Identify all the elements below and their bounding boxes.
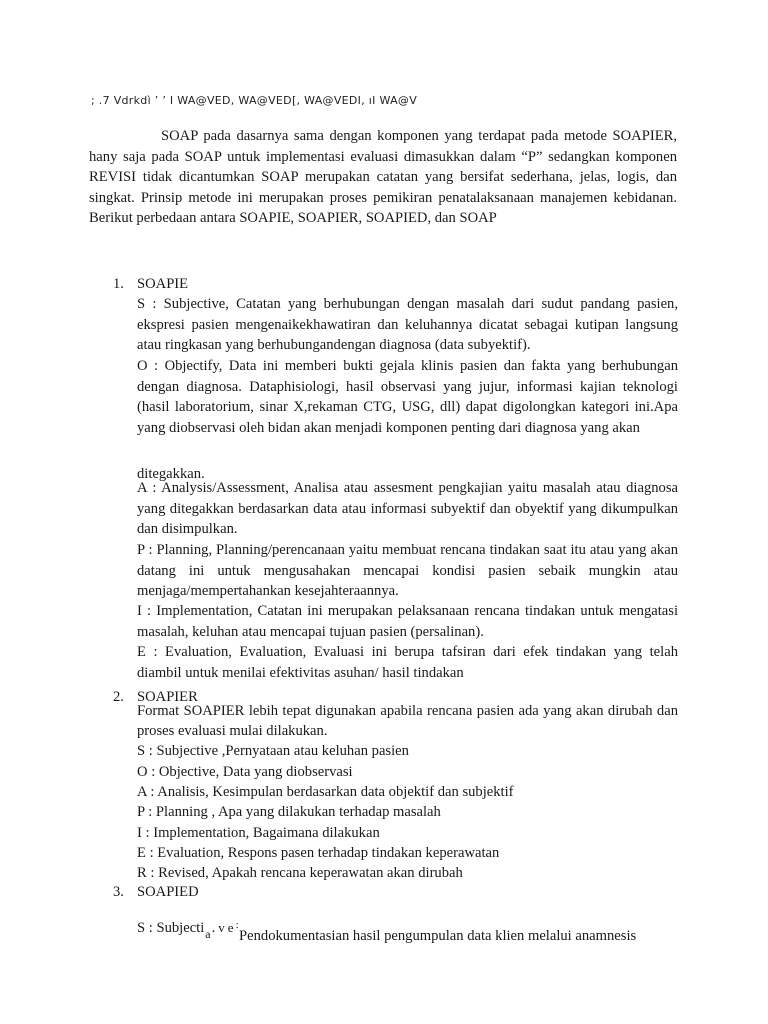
soapie-objective-tail: ditegakkan. bbox=[137, 466, 205, 482]
soapied-subscript-a: a bbox=[205, 927, 211, 941]
soapier-item-a: A : Analisis, Kesimpulan berdasarkan data objektif dan subjektif bbox=[137, 784, 514, 800]
soapie-planning: P : Planning, Planning/perencanaan yaitu membuat rencana tindakan saat itu atau yang akan datang ini untuk mengusahakan mencapai kondisi pasien sebaik mungkin atau menjaga/mempertahankan kesejahteraannya. bbox=[137, 542, 678, 600]
soapier-item-e: E : Evaluation, Respons pasen terhadap tindakan keperawatan bbox=[137, 845, 500, 861]
soapier-item-s: S : Subjective ,Pernyataan atau keluhan pasien bbox=[137, 743, 409, 759]
soapie-subjective: S : Subjective, Catatan yang berhubungan dengan masalah dari sudut pandang pasien, ekspresi pasien mengenaikekhawatiran dan keluhannya dicatat sebagai kutipan langsung atau ringkasan yang berhubungandengan diagnosa (data subyektif). bbox=[137, 296, 678, 354]
soapier-item-r: R : Revised, Apakah rencana keperawatan akan dirubah bbox=[137, 865, 463, 881]
section-3-title: SOAPIED bbox=[137, 884, 199, 900]
soapier-intro: Format SOAPIER lebih tepat digunakan apabila rencana pasien ada yang akan dirubah dan proses evaluasi mulai dilakukan. bbox=[137, 703, 678, 739]
soapied-subjective-start: S : Subjecti bbox=[137, 920, 205, 936]
section-2-number: 2. bbox=[113, 689, 124, 705]
soapied-colon: : bbox=[235, 919, 239, 931]
soapie-objective: O : Objectify, Data ini memberi bukti gejala klinis pasien dan fakta yang berhubungan dengan diagnosa. Dataphisiologi, hasil observasi yang jujur, informasi kajian teknologi (hasil laboratorium, sinar X,rekaman CTG, USG, dll) dapat digolongkan kategori ini.Apa yang diobservasi oleh bidan akan menjadi komponen penting dari diagnosa yang akan bbox=[137, 358, 678, 436]
section-1-number: 1. bbox=[113, 276, 124, 292]
section-2-title: SOAPIER bbox=[137, 689, 198, 705]
soapied-letter-e: e bbox=[227, 920, 234, 935]
soapier-item-p: P : Planning , Apa yang dilakukan terhadap masalah bbox=[137, 804, 441, 820]
section-1-title: SOAPIE bbox=[137, 276, 189, 292]
soapied-subjective-line bbox=[137, 919, 637, 944]
soapie-evaluation: E : Evaluation, Evaluation, Evaluasi ini berupa tafsiran dari efek tindakan yang telah diambil untuk menilai efektivitas asuhan/ hasil tindakan bbox=[137, 644, 678, 681]
soapie-assessment: A : Analysis/Assessment, Analisa atau assesment pengkajian yaitu masalah atau diagnosa yang ditegakkan berdasarkan data atau informasi subyektif dan obyektif yang dikumpulkan dan disimpulkan. bbox=[137, 480, 678, 538]
soapie-implementation: I : Implementation, Catatan ini merupakan pelaksanaan rencana tindakan untuk mengatasi masalah, keluhan atau mencapai tujuan pasien (persalinan). bbox=[137, 603, 678, 640]
soapier-item-o: O : Objective, Data yang diobservasi bbox=[137, 764, 353, 780]
intro-paragraph: SOAP pada dasarnya sama dengan komponen yang terdapat pada metode SOAPIER, hany saja pada SOAP untuk implementasi evaluasi dimasukkan dalam “P” sedangkan komponen REVISI tidak dicantumkan SOAP merupakan catatan yang bersifat sederhana, jelas, logis, dan singkat. Prinsip metode ini merupakan proses pemikiran penatalaksanaan manajemen kebidanan. Berikut perbedaan antara SOAPIE, SOAPIER, SOAPIED, dan SOAP bbox=[89, 128, 677, 227]
soapied-subjective-description: Pendokumentasian hasil pengumpulan data klien melalui anamnesis bbox=[239, 928, 637, 944]
soapied-dot: . bbox=[211, 920, 216, 936]
section-3-number: 3. bbox=[113, 884, 124, 900]
soapier-item-i: I : Implementation, Bagaimana dilakukan bbox=[137, 825, 380, 841]
soapied-letter-v: v bbox=[218, 920, 225, 935]
garbled-header-line: ; .7 Vdrkdı̀ ʼ ʼ Ι WA@VED, WA@VED[, WA@VEDΙ, ıΙ WA@V bbox=[91, 94, 418, 107]
